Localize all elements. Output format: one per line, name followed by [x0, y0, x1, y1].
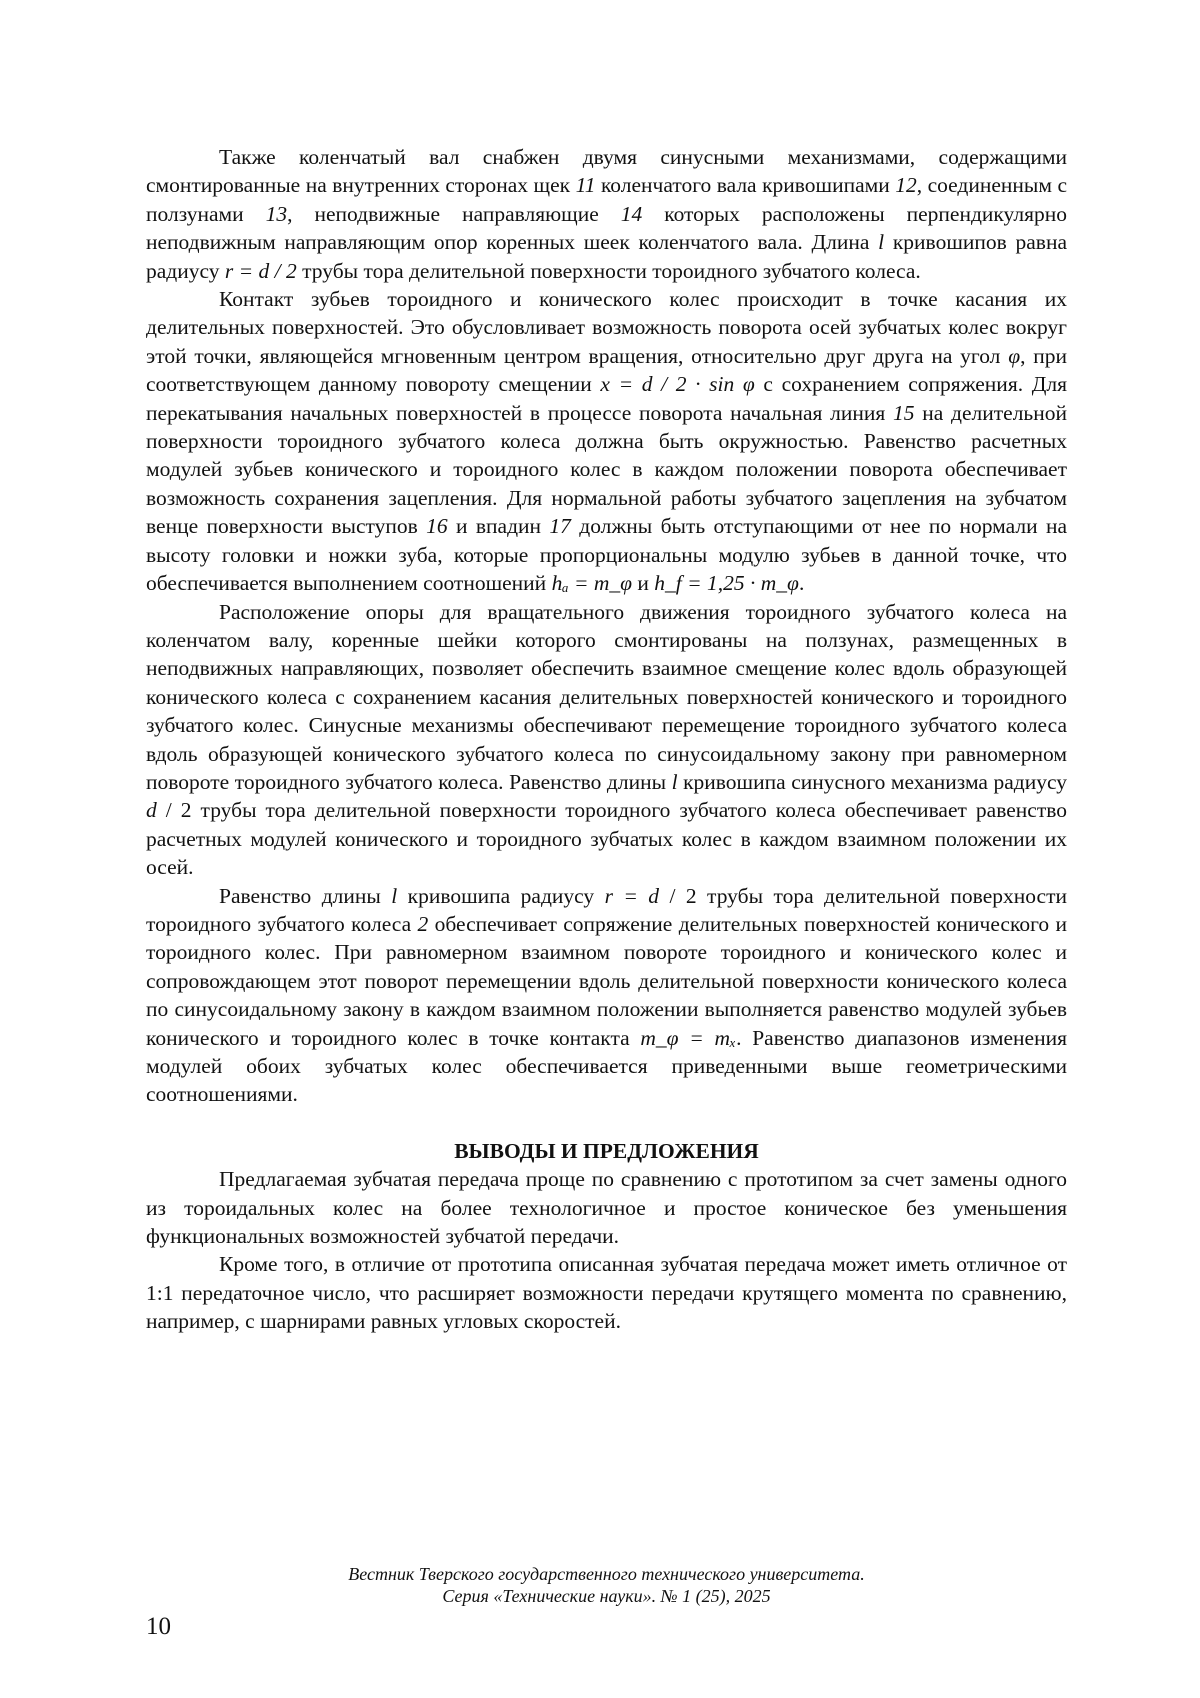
italic-text: l [878, 230, 884, 254]
text-run: кривошипа синусного механизма радиусу [678, 770, 1067, 794]
text-run: Расположение опоры для вращательного движения тороидного зубчатого колеса на коленчатом валу, коренные шейки которого смонтированы на ползунах, размещенных в неподвижных направляющих, позволяет обеспечить взаимное смещение колес вдоль образующей конического колеса с сохранением касания делительных поверхностей конического и тороидного зубчатого колес. Синусные механизмы обеспечивают перемещение тороидного зубчатого колеса вдоль образующей конического зубчатого колеса по синусоидальному закону при равномерном повороте тороидного зубчатого колеса. Равенство длины [146, 600, 1067, 794]
italic-text: 11 [576, 173, 596, 197]
paragraph [146, 1165, 1067, 1250]
italic-text: 13 [266, 202, 288, 226]
text-run: , неподвижные направляющие [287, 202, 621, 226]
page-number: 10 [146, 1613, 171, 1641]
italic-text: d [146, 798, 157, 822]
italic-text: 2 [418, 912, 429, 936]
body-paragraphs [146, 143, 1067, 1109]
text-run: . [799, 571, 804, 595]
text-run: , соединенным с ползунами [146, 173, 1067, 225]
text-run: должны быть отступающими от нее по нормали на высоту головки и ножки зуба, которые пропорциональны модулю зубьев в данной точке, что обеспечивается выполнением соотношений [146, 514, 1067, 595]
text-run: Кроме того, в отличие от прототипа описанная зубчатая передача может иметь отличное от 1:1 передаточное число, что расширяет возможности передачи крутящего момента по сравнению, например, с шарнирами равных угловых скоростей. [146, 1252, 1067, 1333]
conclusion-paragraphs [146, 1165, 1067, 1335]
text-run: и впадин [448, 514, 550, 538]
text-run: которых расположены перпендикулярно неподвижным направляющим опор коренных шеек коленчатого вала. Длина [146, 202, 1067, 254]
text-run: / 2 трубы тора делительной поверхности тороидного зубчатого колеса [146, 884, 1067, 936]
section-heading: ВЫВОДЫ И ПРЕДЛОЖЕНИЯ [146, 1137, 1067, 1165]
text-run: кривошипа радиусу [397, 884, 604, 908]
italic-text: r = d [605, 884, 659, 908]
italic-text: l [672, 770, 678, 794]
paragraph [146, 143, 1067, 285]
italic-text: r = d / 2 [225, 259, 297, 283]
text-run: Предлагаемая зубчатая передача проще по сравнению с прототипом за счет замены одного из тороидальных колес на более технологичное и простое коническое без уменьшения функциональных возможностей зубчатой передачи. [146, 1167, 1067, 1248]
article-body [146, 143, 1067, 1336]
italic-text: 15 [893, 401, 915, 425]
text-run: / 2 трубы тора делительной поверхности тороидного зубчатого колеса обеспечивает равенство расчетных модулей конического и тороидного зубчатых колес в каждом взаимном положении их осей. [146, 798, 1067, 879]
text-run: обеспечивает сопряжение делительных поверхностей конического и тороидного колес. При равномерном взаимном повороте тороидного и конического колес и сопровождающем этот поворот перемещении вдоль делительной поверхности конического колеса по синусоидальному закону в каждом взаимном положении выполняется равенство модулей зубьев конического и тороидного колес в точке контакта [146, 912, 1067, 1050]
italic-text: m_φ = mₓ [640, 1026, 736, 1050]
italic-text: hₐ = m_φ [552, 571, 632, 595]
italic-text: l [391, 884, 397, 908]
italic-text: 17 [549, 514, 571, 538]
text-run: кривошипов равна радиусу [146, 230, 1067, 282]
italic-text: 12 [895, 173, 917, 197]
italic-text: 16 [426, 514, 448, 538]
italic-text: x = d / 2 · sin φ [600, 372, 754, 396]
text-run: . Равенство диапазонов изменения модулей обоих зубчатых колес обеспечивается приведенными выше геометрическими соотношениями. [146, 1026, 1067, 1107]
italic-text: φ [1008, 344, 1020, 368]
text-run: , при соответствующем данному повороту смещении [146, 344, 1067, 396]
text-run: Равенство длины [219, 884, 391, 908]
paragraph [146, 882, 1067, 1109]
text-run: с сохранением сопряжения. Для перекатывания начальных поверх­ностей в процессе поворота начальная линия [146, 372, 1067, 424]
italic-text: 14 [621, 202, 643, 226]
text-run: Также коленчатый вал снабжен двумя синусными механизмами, содержащими смонтированные на внутренних сторонах щек [146, 145, 1067, 197]
paragraph [146, 285, 1067, 597]
text-run: на делительной поверхности тороидного зубчатого колеса должна быть окружностью. Равенство расчетных модулей зубьев конического и тороидного колес в каждом положении поворота обеспечивает возможность сохранения зацепления. Для нормальной работы зубчатого зацепления на зубчатом венце поверхности выступов [146, 401, 1067, 539]
italic-text: h_f = 1,25 · m_φ [654, 571, 799, 595]
text-run: и [632, 571, 654, 595]
paragraph [146, 1250, 1067, 1335]
journal-series: Серия «Технические науки». № 1 (25), 2025 [146, 1585, 1067, 1607]
paragraph [146, 598, 1067, 882]
text-run: коленчатого вала кривошипами [595, 173, 895, 197]
text-run: Контакт зубьев тороидного и конического колес происходит в точке касания их делительных поверхностей. Это обусловливает возможность поворота осей зубчатых колес вокруг этой точки, являющейся мгновенным центром вращения, относительно друг друга на угол [146, 287, 1067, 368]
journal-footer [146, 1563, 1067, 1607]
text-run: трубы тора делительной поверхности тороидного зубчатого колеса. [297, 259, 921, 283]
journal-title: Вестник Тверского государственного технического университета. [146, 1563, 1067, 1585]
